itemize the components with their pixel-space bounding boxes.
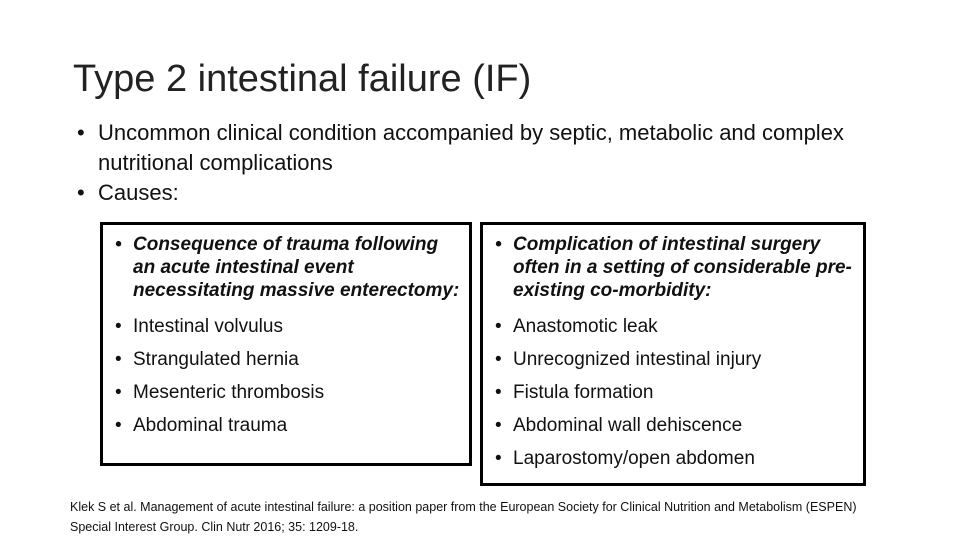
- causes-list: [113, 233, 463, 442]
- cause-item: • Abdominal trauma: [113, 409, 463, 442]
- causes-lead-text: • Consequence of trauma following an acute intestinal event necessitating massive enterectomy:: [113, 233, 463, 302]
- citation-reference: Klek S et al. Management of acute intestinal failure: a position paper from the European Society for Clinical Nutrition and Metabolism (ESPEN) Special Interest Group. Clin Nutr 2016; 35: 1209-18.: [70, 500, 857, 534]
- cause-item: • Anastomotic leak: [493, 310, 857, 343]
- cause-item: • Laparostomy/open abdomen: [493, 442, 857, 475]
- causes-lead-text: • Complication of intestinal surgery often in a setting of considerable pre-existing co-morbidity:: [493, 233, 857, 302]
- cause-item: • Intestinal volvulus: [113, 310, 463, 343]
- intro-bullet-list: [75, 118, 915, 208]
- causes-list: [493, 233, 857, 475]
- intro-bullet: • Causes:: [75, 178, 915, 208]
- cause-item: • Abdominal wall dehiscence: [493, 409, 857, 442]
- cause-item: • Fistula formation: [493, 376, 857, 409]
- cause-item: • Strangulated hernia: [113, 343, 463, 376]
- cause-item: • Unrecognized intestinal injury: [493, 343, 857, 376]
- cause-item: • Mesenteric thrombosis: [113, 376, 463, 409]
- slide-title: Type 2 intestinal failure (IF): [73, 58, 532, 100]
- intro-bullet: • Uncommon clinical condition accompanied by septic, metabolic and complex nutritional complications: [75, 118, 915, 178]
- causes-box-surgery: [480, 222, 866, 486]
- causes-box-trauma: [100, 222, 472, 466]
